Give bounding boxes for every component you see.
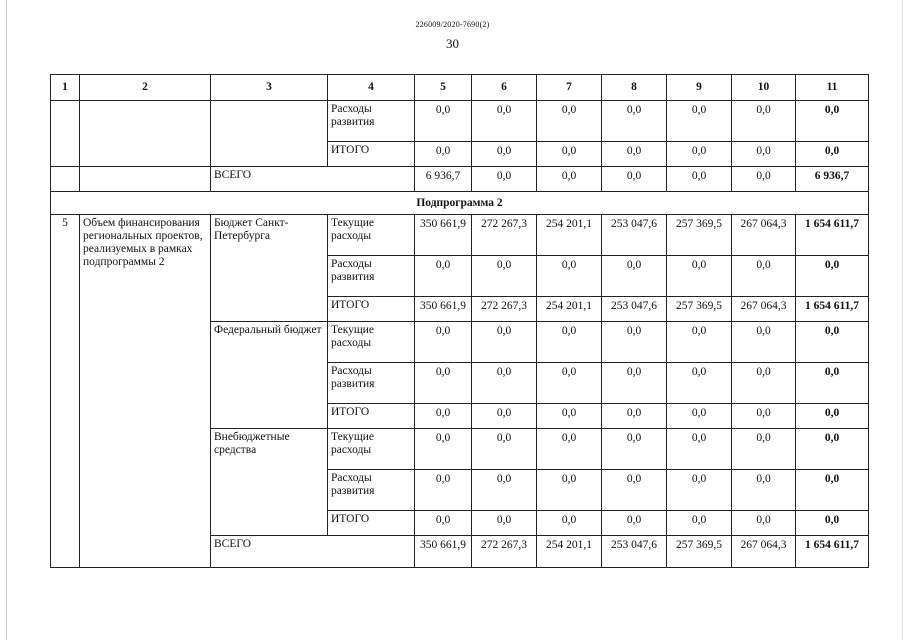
- value-cell: 0,0: [415, 142, 472, 167]
- value-cell: 0,0: [537, 511, 602, 536]
- value-cell: 0,0: [537, 322, 602, 363]
- total-value-cell: 0,0: [796, 429, 869, 470]
- value-cell: 0,0: [667, 256, 732, 297]
- table-row: [51, 167, 869, 192]
- empty-cell: [51, 101, 80, 167]
- value-cell: 254 201,1: [537, 215, 602, 256]
- value-cell: 0,0: [602, 256, 667, 297]
- value-cell: 0,0: [732, 322, 796, 363]
- expense-type-label: ИТОГО: [328, 511, 415, 536]
- expense-type-label: Расходы развития: [328, 256, 415, 297]
- value-cell: 254 201,1: [537, 536, 602, 568]
- value-cell: 0,0: [415, 429, 472, 470]
- value-cell: 0,0: [732, 511, 796, 536]
- value-cell: 0,0: [667, 429, 732, 470]
- value-cell: 0,0: [472, 511, 537, 536]
- value-cell: 253 047,6: [602, 297, 667, 322]
- total-value-cell: 0,0: [796, 142, 869, 167]
- funding-source: Внебюджетные средства: [211, 429, 328, 536]
- value-cell: 0,0: [602, 511, 667, 536]
- value-cell: 272 267,3: [472, 297, 537, 322]
- empty-cell: [80, 101, 211, 167]
- value-cell: 0,0: [415, 404, 472, 429]
- value-cell: 267 064,3: [732, 215, 796, 256]
- value-cell: 253 047,6: [602, 215, 667, 256]
- total-value-cell: 0,0: [796, 404, 869, 429]
- expense-type-label: ИТОГО: [328, 404, 415, 429]
- header-cell: 11: [796, 75, 869, 101]
- value-cell: 0,0: [667, 101, 732, 142]
- value-cell: 0,0: [472, 101, 537, 142]
- value-cell: 0,0: [667, 322, 732, 363]
- total-value-cell: 0,0: [796, 322, 869, 363]
- header-cell: 1: [51, 75, 80, 101]
- value-cell: 0,0: [602, 363, 667, 404]
- value-cell: 0,0: [732, 404, 796, 429]
- value-cell: 254 201,1: [537, 297, 602, 322]
- total-value-cell: 0,0: [796, 101, 869, 142]
- table-row: [51, 101, 869, 142]
- total-value-cell: 6 936,7: [796, 167, 869, 192]
- value-cell: 350 661,9: [415, 297, 472, 322]
- value-cell: 0,0: [602, 322, 667, 363]
- value-cell: 0,0: [415, 511, 472, 536]
- header-row: [51, 75, 869, 101]
- expense-type-label: ИТОГО: [328, 142, 415, 167]
- value-cell: 0,0: [472, 429, 537, 470]
- value-cell: 0,0: [732, 429, 796, 470]
- total-value-cell: 1 654 611,7: [796, 215, 869, 256]
- value-cell: 272 267,3: [472, 536, 537, 568]
- value-cell: 0,0: [472, 142, 537, 167]
- total-value-cell: 1 654 611,7: [796, 297, 869, 322]
- header-cell: 10: [732, 75, 796, 101]
- header-cell: 7: [537, 75, 602, 101]
- header-cell: 3: [211, 75, 328, 101]
- header-cell: 8: [602, 75, 667, 101]
- scan-edge-left: [6, 0, 7, 640]
- value-cell: 0,0: [472, 363, 537, 404]
- value-cell: 0,0: [472, 167, 537, 192]
- item-number: 5: [51, 215, 80, 568]
- empty-cell: [211, 101, 328, 167]
- header-cell: 4: [328, 75, 415, 101]
- value-cell: 0,0: [667, 142, 732, 167]
- total-value-cell: 0,0: [796, 470, 869, 511]
- value-cell: 0,0: [537, 404, 602, 429]
- expense-type-label: Текущие расходы: [328, 429, 415, 470]
- empty-cell: [80, 167, 211, 192]
- financing-table: [50, 74, 869, 568]
- value-cell: 0,0: [667, 404, 732, 429]
- total-value-cell: 1 654 611,7: [796, 536, 869, 568]
- value-cell: 0,0: [732, 142, 796, 167]
- value-cell: 0,0: [537, 101, 602, 142]
- value-cell: 0,0: [415, 470, 472, 511]
- value-cell: 0,0: [667, 167, 732, 192]
- value-cell: 0,0: [602, 167, 667, 192]
- value-cell: 0,0: [472, 322, 537, 363]
- value-cell: 0,0: [732, 101, 796, 142]
- header-cell: 9: [667, 75, 732, 101]
- expense-type-label: Расходы развития: [328, 363, 415, 404]
- value-cell: 0,0: [415, 101, 472, 142]
- value-cell: 253 047,6: [602, 536, 667, 568]
- subprogram-title: Подпрограмма 2: [51, 192, 869, 215]
- value-cell: 257 369,5: [667, 215, 732, 256]
- value-cell: 267 064,3: [732, 536, 796, 568]
- value-cell: 0,0: [667, 511, 732, 536]
- value-cell: 0,0: [415, 363, 472, 404]
- value-cell: 0,0: [537, 429, 602, 470]
- document-id: 226009/2020-7690(2): [415, 20, 490, 29]
- funding-source: Федеральный бюджет: [211, 322, 328, 429]
- expense-type-label: Расходы развития: [328, 470, 415, 511]
- value-cell: 0,0: [415, 322, 472, 363]
- expense-type-label: Текущие расходы: [328, 215, 415, 256]
- value-cell: 0,0: [602, 142, 667, 167]
- subprogram-row: [51, 192, 869, 215]
- value-cell: 0,0: [732, 167, 796, 192]
- value-cell: 0,0: [667, 470, 732, 511]
- value-cell: 0,0: [537, 363, 602, 404]
- value-cell: 0,0: [732, 256, 796, 297]
- table-row: [51, 215, 869, 256]
- value-cell: 0,0: [415, 256, 472, 297]
- expense-type-label: Расходы развития: [328, 101, 415, 142]
- value-cell: 0,0: [537, 167, 602, 192]
- value-cell: 0,0: [667, 363, 732, 404]
- total-value-cell: 0,0: [796, 511, 869, 536]
- page-number: 30: [446, 36, 459, 51]
- header-cell: 2: [80, 75, 211, 101]
- value-cell: 350 661,9: [415, 215, 472, 256]
- value-cell: 0,0: [472, 404, 537, 429]
- value-cell: 0,0: [732, 363, 796, 404]
- value-cell: 272 267,3: [472, 215, 537, 256]
- value-cell: 0,0: [537, 470, 602, 511]
- vsego-label: ВСЕГО: [211, 167, 415, 192]
- value-cell: 0,0: [537, 142, 602, 167]
- value-cell: 0,0: [602, 101, 667, 142]
- value-cell: 0,0: [602, 404, 667, 429]
- header-cell: 5: [415, 75, 472, 101]
- empty-cell: [51, 167, 80, 192]
- expense-type-label: ИТОГО: [328, 297, 415, 322]
- value-cell: 257 369,5: [667, 297, 732, 322]
- scan-edge-right: [902, 0, 903, 640]
- value-cell: 267 064,3: [732, 297, 796, 322]
- value-cell: 0,0: [602, 429, 667, 470]
- value-cell: 350 661,9: [415, 536, 472, 568]
- value-cell: 6 936,7: [415, 167, 472, 192]
- value-cell: 0,0: [602, 470, 667, 511]
- expense-type-label: Текущие расходы: [328, 322, 415, 363]
- value-cell: 0,0: [537, 256, 602, 297]
- header-cell: 6: [472, 75, 537, 101]
- funding-source: Бюджет Санкт-Петербурга: [211, 215, 328, 322]
- value-cell: 0,0: [472, 256, 537, 297]
- item-description: Объем финансирования региональных проектов, реализуемых в рамках подпрограммы 2: [80, 215, 211, 568]
- vsego-label: ВСЕГО: [211, 536, 415, 568]
- total-value-cell: 0,0: [796, 256, 869, 297]
- value-cell: 0,0: [732, 470, 796, 511]
- value-cell: 0,0: [472, 470, 537, 511]
- value-cell: 257 369,5: [667, 536, 732, 568]
- total-value-cell: 0,0: [796, 363, 869, 404]
